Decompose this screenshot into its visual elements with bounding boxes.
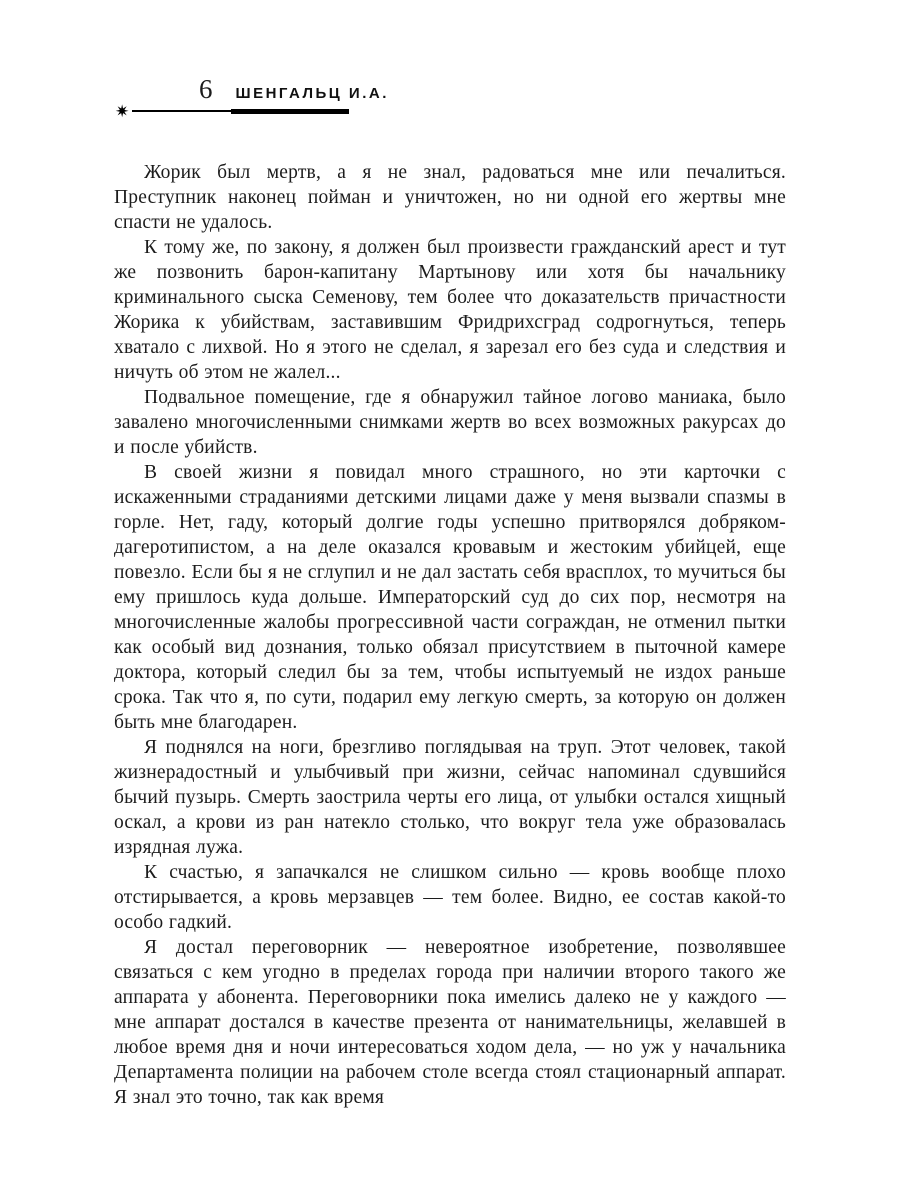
paragraph: Я поднялся на ноги, брезгливо поглядывая на труп. Этот человек, такой жизнерадостный и улыбчивый при жизни, сейчас напоминал сдувшийся бычий пузырь. Смерть заострила черты его лица, от улыбки остался хищный оскал, а крови из ран натекло столько, что вокруг тела уже образовалась изрядная лужа. xyxy=(114,737,786,858)
running-header-author: ШЕНГАЛЬЦ И.А. xyxy=(235,85,389,102)
star-icon: ✷ xyxy=(115,101,130,121)
header-rule-thick-segment xyxy=(231,109,349,114)
paragraph: К тому же, по закону, я должен был произвести гражданский арест и тут же позвонить барон-капитану Мартынову или хотя бы начальнику криминального сыска Семенову, тем более что доказательств причастности Жорика к убийствам, заставившим Фридрихсград содрогнуться, теперь хватало с лихвой. Но я этого не сделал, я зарезал его без суда и следствия и ничуть об этом не жалел... xyxy=(114,237,786,383)
paragraph: К счастью, я запачкался не слишком сильно — кровь вообще плохо отстирывается, а кровь мерзавцев — тем более. Видно, ее состав какой-то особо гадкий. xyxy=(114,862,786,933)
header-rule xyxy=(114,101,786,121)
paragraph: Я достал переговорник — невероятное изобретение, позволявшее связаться с кем угодно в пределах города при наличии второго такого же аппарата у абонента. Переговорники пока имелись далеко не у каждого — мне аппарат достался в качестве презента от нанимательницы, желавшей в любое время дня и ночи интересоваться ходом дела, — но уж у начальника Департамента полиции на рабочем столе всегда стоял стационарный аппарат. Я знал это точно, так как время xyxy=(114,937,786,1108)
running-header-line xyxy=(114,76,786,103)
paragraph: Жорик был мертв, а я не знал, радоваться мне или печалиться. Преступник наконец пойман и уничтожен, но ни одной его жертвы мне спасти не удалось. xyxy=(114,162,786,233)
header-rule-thin-segment xyxy=(132,110,231,112)
body-text xyxy=(114,160,786,1110)
running-header xyxy=(114,74,786,121)
paragraph: В своей жизни я повидал много страшного, но эти карточки с искаженными страданиями детскими лицами даже у меня вызвали спазмы в горле. Нет, гаду, который долгие годы успешно притворялся добряком-дагеротипистом, а на деле оказался кровавым и жестоким убийцей, еще повезло. Если бы я не сглупил и не дал застать себя врасплох, то мучиться бы ему пришлось куда дольше. Императорский суд до сих пор, несмотря на многочисленные жалобы прогрессивной части сограждан, не отменил пытки как особый вид дознания, только обязал присутствием в пыточной камере доктора, который следил бы за тем, чтобы испытуемый не издох раньше срока. Так что я, по сути, подарил ему легкую смерть, за которую он должен быть мне благодарен. xyxy=(114,462,786,733)
paragraph: Подвальное помещение, где я обнаружил тайное логово маниака, было завалено многочисленными снимками жертв во всех возможных ракурсах до и после убийств. xyxy=(114,387,786,458)
page-number: 6 xyxy=(199,74,213,104)
